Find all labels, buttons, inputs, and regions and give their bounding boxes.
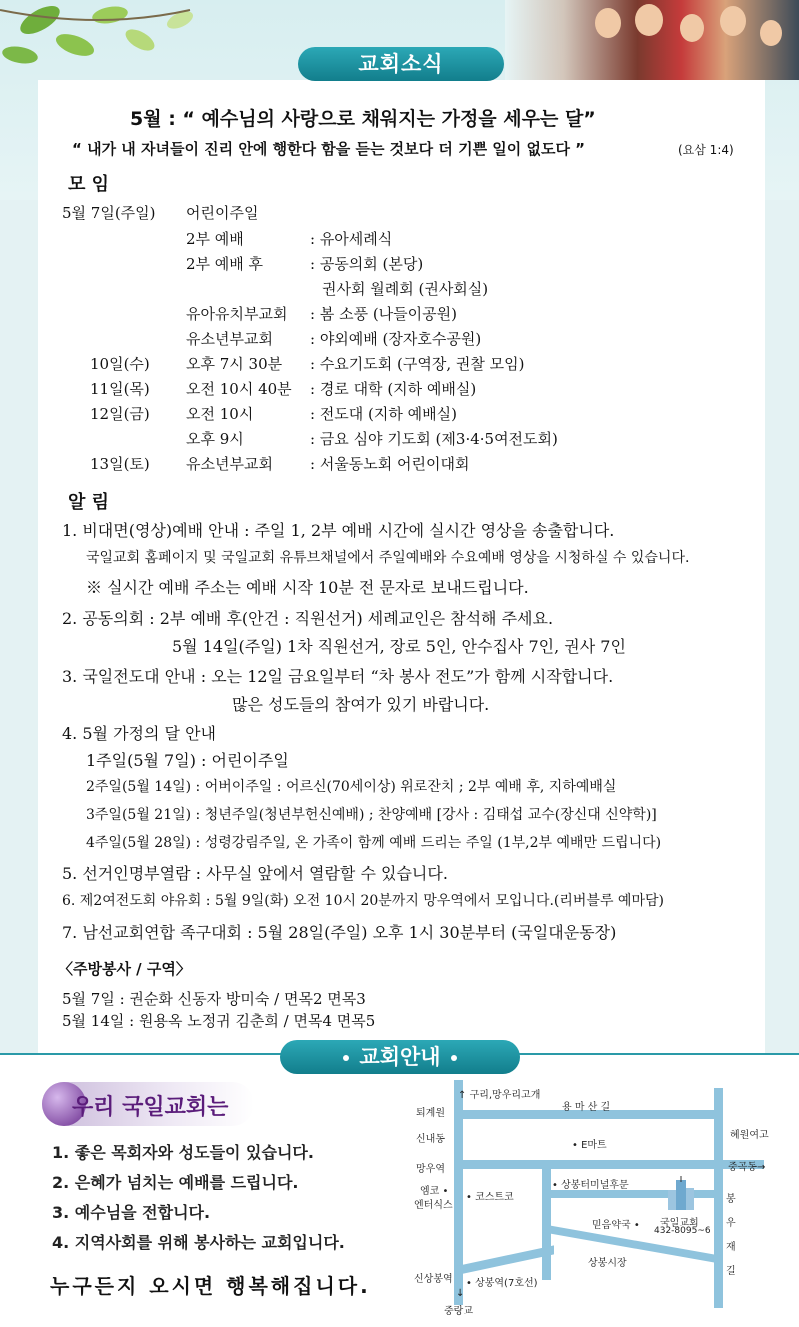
gathering-time: 유소년부교회 bbox=[186, 455, 273, 473]
gathering-time: 오후 9시 bbox=[186, 430, 244, 448]
gathering-date: 11일(목) bbox=[90, 380, 150, 398]
location-map bbox=[402, 1080, 792, 1320]
theme-verse: “ 내가 내 자녀들이 진리 안에 행한다 함을 듣는 것보다 더 기쁜 일이 없도다 ” bbox=[72, 140, 586, 158]
notice-line: 3. 국일전도대 안내 : 오는 12일 금요일부터 “차 봉사 전도”가 함께 시작합니다. bbox=[62, 667, 614, 686]
map-label-bong: 봉 bbox=[726, 1194, 736, 1205]
gathering-date: 10일(수) bbox=[90, 355, 150, 373]
notice-line: 5. 선거인명부열람 : 사무실 앞에서 열람할 수 있습니다. bbox=[62, 864, 448, 883]
map-label-hyewon: 혜원여고 bbox=[730, 1130, 769, 1141]
map-label-text: 믿음약국 bbox=[592, 1220, 631, 1231]
map-label-text: 코스트코 bbox=[475, 1192, 514, 1203]
map-label-emcore: 엠코 • bbox=[420, 1186, 449, 1197]
map-label-church: 국일교회 bbox=[660, 1218, 699, 1229]
map-label-jae: 재 bbox=[726, 1242, 736, 1253]
gathering-event: : 공동의회 (본당) bbox=[310, 255, 424, 273]
gathering-time: 오전 10시 bbox=[186, 405, 254, 423]
notice-line: 1주일(5월 7일) : 어린이주일 bbox=[86, 751, 289, 770]
map-label-sangbong: • 상봉역(7호선) bbox=[466, 1278, 538, 1289]
road-bongujae bbox=[714, 1088, 723, 1308]
month-theme-title: 5월 : “ 예수님의 사랑으로 채워지는 가정을 세우는 달” bbox=[130, 108, 596, 130]
gathering-event: : 유아세례식 bbox=[310, 230, 393, 248]
church-heading-badge bbox=[42, 1082, 254, 1126]
map-label-terminal: • 상봉터미널후문 bbox=[552, 1180, 629, 1191]
road-vertical-mid bbox=[542, 1160, 551, 1280]
map-label-text: 상봉역(7호선) bbox=[475, 1278, 538, 1289]
gathering-event: : 봄 소풍 (나들이공원) bbox=[310, 305, 457, 323]
map-label-phone: 432-8095~6 bbox=[654, 1226, 711, 1236]
gathering-event: : 전도대 (지하 예배실) bbox=[310, 405, 457, 423]
gathering-time: 오전 10시 40분 bbox=[186, 380, 292, 398]
map-label-yongmasan: 용 마 산 길 bbox=[562, 1102, 611, 1113]
gathering-time: 오후 7시 30분 bbox=[186, 355, 283, 373]
notice-line: 7. 남선교회연합 족구대회 : 5월 28일(주일) 오후 1시 30분부터 (국일대운동장) bbox=[62, 923, 617, 942]
map-label-market: 상봉시장 bbox=[588, 1258, 627, 1269]
notice-line: ※ 실시간 예배 주소는 예배 시작 10분 전 문자로 보내드립니다. bbox=[86, 578, 529, 597]
gathering-time: 2부 예배 후 bbox=[186, 255, 264, 273]
gathering-time: 유소년부교회 bbox=[186, 330, 273, 348]
gathering-event: : 야외예배 (장자호수공원) bbox=[310, 330, 482, 348]
section-title-news: 교회소식 bbox=[298, 47, 504, 81]
map-label-sinsangbong: 신상봉역 bbox=[414, 1274, 453, 1285]
map-label-pharmacy: 믿음약국 • bbox=[592, 1220, 640, 1231]
map-label-jungnang: 중랑교 bbox=[444, 1306, 473, 1317]
christmas-photo bbox=[505, 0, 799, 80]
feature-item: 1. 좋은 목회자와 성도들이 있습니다. bbox=[52, 1143, 314, 1162]
map-label-emart: • E마트 bbox=[572, 1140, 607, 1151]
gathering-time: 유아유치부교회 bbox=[186, 305, 288, 323]
map-label-gil: 길 bbox=[726, 1266, 736, 1277]
gathering-event: : 수요기도회 (구역장, 권찰 모임) bbox=[310, 355, 525, 373]
leaves-decoration bbox=[0, 0, 300, 80]
kitchen-heading: 〈주방봉사 / 구역〉 bbox=[58, 960, 191, 978]
map-label-costco: • 코스트코 bbox=[466, 1192, 514, 1203]
notice-line: 2주일(5월 14일) : 어버이주일 : 어르신(70세이상) 위로잔치 ; 2부 예배 후, 지하예배실 bbox=[86, 779, 617, 795]
gathering-event: : 경로 대학 (지하 예배실) bbox=[310, 380, 477, 398]
notice-line: 국일교회 홈페이지 및 국일교회 유튜브채널에서 주일예배와 수요예배 영상을 시청하실 수 있습니다. bbox=[86, 550, 690, 566]
road-horizontal bbox=[454, 1160, 764, 1169]
feature-item: 2. 은혜가 넘치는 예배를 드립니다. bbox=[52, 1173, 299, 1192]
notices-heading: 알 림 bbox=[68, 492, 110, 513]
gathering-event: 권사회 월례회 (권사회실) bbox=[322, 280, 489, 298]
gathering-event: : 금요 심야 기도회 (제3·4·5여전도회) bbox=[310, 430, 558, 448]
map-label-sinnae: 신내동 bbox=[416, 1134, 445, 1145]
map-label-text: 상봉터미널후문 bbox=[561, 1180, 629, 1191]
notice-line: 4. 5월 가정의 달 안내 bbox=[62, 724, 216, 743]
map-label-toegyewon: 퇴계원 bbox=[416, 1108, 445, 1119]
map-label-u: 우 bbox=[726, 1218, 736, 1229]
map-label-text: 구리,망우리고개 bbox=[469, 1090, 541, 1101]
church-heading: 우리 국일교회는 bbox=[72, 1095, 229, 1120]
gathering-date: 5월 7일(주일) bbox=[62, 204, 156, 222]
map-label-text: 엠코 bbox=[420, 1186, 440, 1197]
notice-line: 4주일(5월 28일) : 성령강림주일, 온 가족이 함께 예배 드리는 주일 (1부,2부 예배만 드립니다) bbox=[86, 835, 662, 851]
gathering-date: 12일(금) bbox=[90, 405, 150, 423]
info-title: 교회안내 bbox=[359, 1045, 441, 1069]
section-title-info bbox=[280, 1040, 520, 1074]
church-building-icon bbox=[664, 1176, 700, 1212]
map-label-mangu: 망우역 bbox=[416, 1164, 445, 1175]
notice-line: 2. 공동의회 : 2부 예배 후(안건 : 직원선거) 세례교인은 참석해 주세요. bbox=[62, 609, 554, 628]
gathering-event: : 서울동노회 어린이대회 bbox=[310, 455, 470, 473]
map-label-text: E마트 bbox=[581, 1140, 607, 1151]
gathering-date: 13일(토) bbox=[90, 455, 150, 473]
gathering-time: 어린이주일 bbox=[186, 204, 259, 222]
verse-reference: (요삼 1:4) bbox=[678, 143, 734, 157]
map-label-entersix: 엔터식스 bbox=[414, 1200, 453, 1211]
map-label-guri: ↑ 구리,망우리고개 bbox=[458, 1090, 541, 1101]
notice-line: 5월 14일(주일) 1차 직원선거, 장로 5인, 안수집사 7인, 권사 7인 bbox=[172, 637, 626, 656]
slogan: 누구든지 오시면 행복해집니다. bbox=[50, 1274, 371, 1298]
road-diagonal bbox=[454, 1245, 554, 1275]
feature-item: 3. 예수님을 전합니다. bbox=[52, 1203, 211, 1222]
notice-line: 많은 성도들의 참여가 있기 바랍니다. bbox=[232, 695, 490, 714]
map-label-junggok: 중곡동→ bbox=[728, 1162, 766, 1173]
notice-line: 1. 비대면(영상)예배 안내 : 주일 1, 2부 예배 시간에 실시간 영상을 송출합니다. bbox=[62, 521, 615, 540]
notice-line: 6. 제2여전도회 야유회 : 5월 9일(화) 오전 10시 20분까지 망우역에서 모입니다.(리버블루 예마담) bbox=[62, 893, 664, 909]
kitchen-row: 5월 7일 : 권순화 신동자 방미숙 / 면목2 면목3 bbox=[62, 990, 366, 1008]
map-label-text: 중곡동 bbox=[728, 1162, 757, 1173]
gatherings-heading: 모 임 bbox=[68, 174, 110, 195]
map-label-down-arrow: ↓ bbox=[456, 1288, 465, 1299]
kitchen-row: 5월 14일 : 원용옥 노정귀 김춘희 / 면목4 면목5 bbox=[62, 1012, 376, 1030]
gathering-time: 2부 예배 bbox=[186, 230, 244, 248]
notice-line: 3주일(5월 21일) : 청년주일(청년부헌신예배) ; 찬양예배 [강사 : 김태섭 교수(장신대 신약학)] bbox=[86, 807, 657, 823]
feature-item: 4. 지역사회를 위해 봉사하는 교회입니다. bbox=[52, 1233, 345, 1252]
